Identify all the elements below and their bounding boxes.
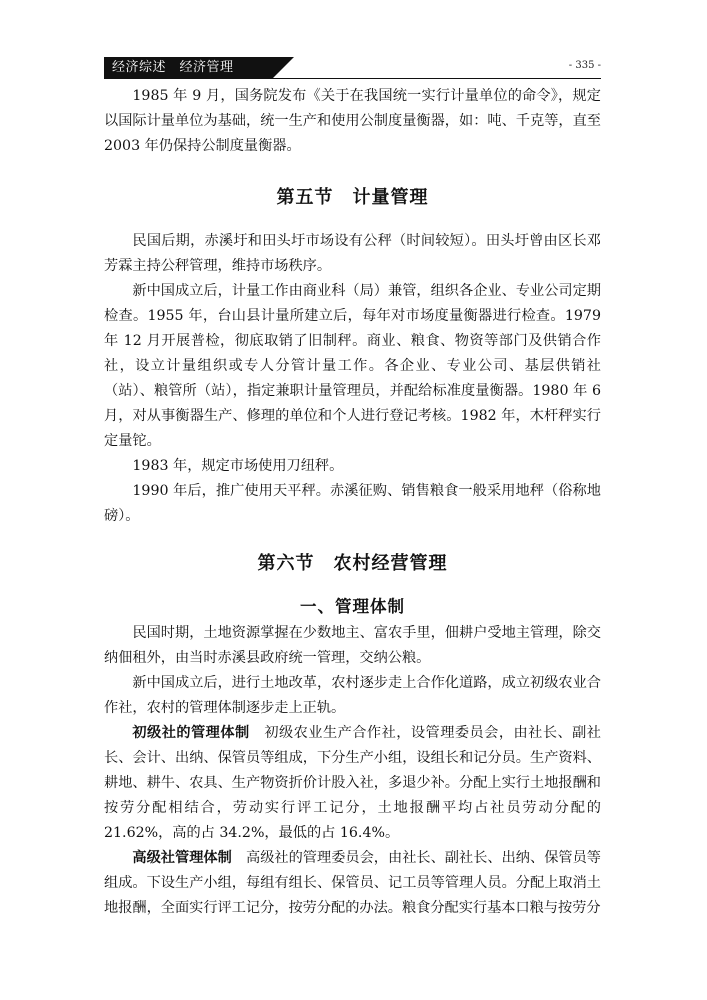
- section5-title: 第五节 计量管理: [276, 187, 429, 208]
- intro-paragraph: 1985 年 9 月，国务院发布《关于在我国统一实行计量单位的命令》，规定以国际计量单位为基础，统一生产和使用公制度量衡器，如：吨、千克等，直至 2003 年仍保持公制度量衡器。: [104, 88, 601, 154]
- section5-paragraph-3: 1983 年，规定市场使用刀纽秤。: [132, 458, 344, 474]
- paragraph-3-text: 初级农业生产合作社，设管理委员会，由社长、副社长、会计、出纳、保管员等组成，下分生产小组，设组长和记分员。生产资料、耕地、耕牛、农具、生产物资折价计股入社，多退少补。分配上实行土地报酬和按劳分配相结合，劳动实行评工记分，土地报酬平均占社员劳动分配的 21.62%，高的占 34.2%，最低的占 16.4%。: [104, 725, 601, 841]
- section6-paragraph-3: [104, 721, 601, 846]
- section6-title: 第六节 农村经营管理: [257, 553, 448, 574]
- section6-paragraph-1: 民国时期，土地资源掌握在少数地主、富农手里，佃耕户受地主管理，除交纳佃租外，由当时赤溪县政府统一管理，交纳公粮。: [104, 625, 601, 666]
- header-rule: [272, 78, 601, 79]
- page-body: [104, 84, 601, 921]
- page-number: - 335 -: [568, 60, 601, 71]
- section6-paragraph-4: [104, 846, 601, 921]
- running-header: [104, 57, 601, 79]
- section5-paragraph-4: 1990 年后，推广使用天平秤。赤溪征购、销售粮食一般采用地秤（俗称地磅）。: [104, 483, 601, 524]
- section6-paragraph-2: 新中国成立后，进行土地改革，农村逐步走上合作化道路，成立初级农业合作社，农村的管理体制逐步走上正轨。: [104, 675, 601, 716]
- header-label: 经济综述 经济管理: [104, 57, 272, 79]
- paragraph-4-text: 高级社的管理委员会，由社长、副社长、出纳、保管员等组成。下设生产小组，每组有组长、保管员、记工员等管理人员。分配上取消土地报酬，全面实行评工记分，按劳分配的办法。粮食分配实行基本口粮与按劳分: [104, 850, 601, 916]
- header-wedge-decoration: [272, 57, 294, 79]
- section5-paragraph-1: 民国后期，赤溪圩和田头圩市场设有公秤（时间较短）。田头圩曾由区长邓芳霖主持公秤管理，维持市场秩序。: [104, 233, 601, 274]
- paragraph-3-run-in-heading: 初级社的管理体制: [132, 725, 250, 741]
- section5-paragraph-2: 新中国成立后，计量工作由商业科（局）兼管，组织各企业、专业公司定期检查。1955 年，台山县计量所建立后，每年对市场度量衡器进行检查。1979 年 12 月开展普检，彻底取销了旧制秤。商业、粮食、物资等部门及供销合作社，设立计量组织或专人分管计量工作。各企业、专业公司、基层供销社（站）、粮管所（站），指定兼职计量管理员，并配给标准度量衡器。1980 年 6 月，对从事衡器生产、修理的单位和个人进行登记考核。1982 年，木杆秤实行定量铊。: [104, 283, 601, 449]
- paragraph-4-run-in-heading: 高级社管理体制: [132, 850, 232, 866]
- section6-subtitle: 一、管理体制: [300, 597, 405, 616]
